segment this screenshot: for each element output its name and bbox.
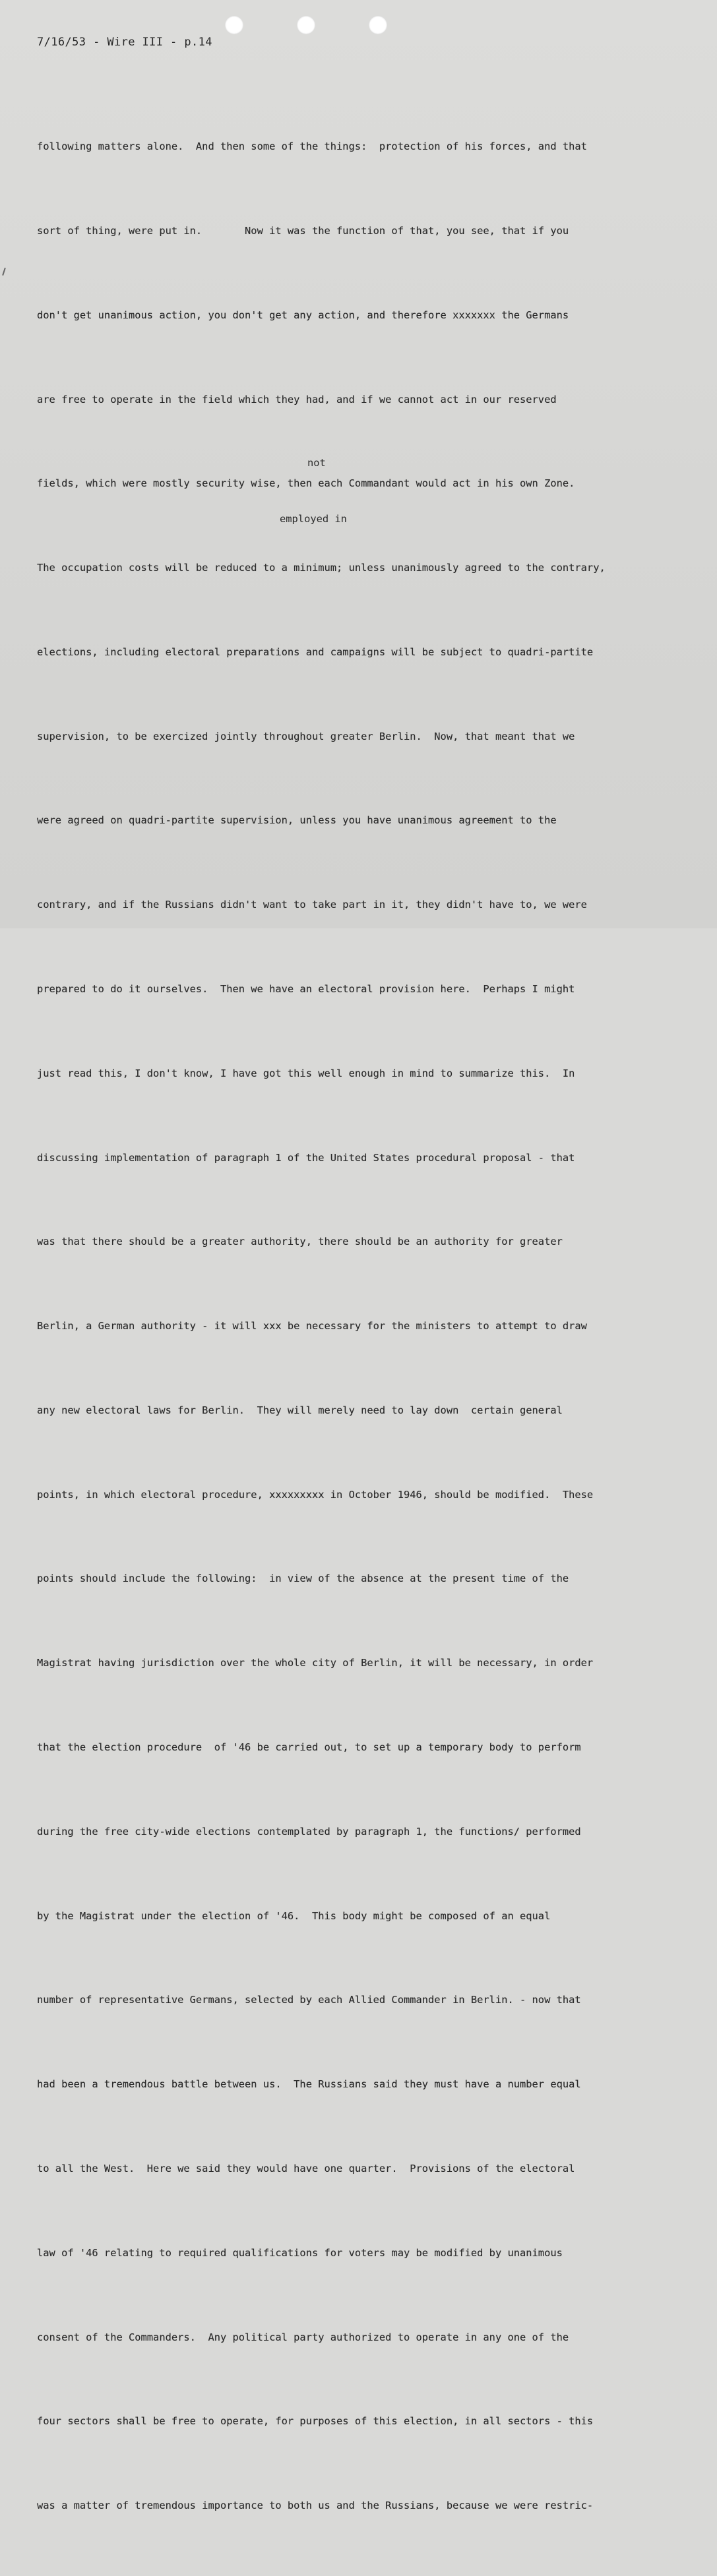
text-line: had been a tremendous battle between us. The Russians said they must have a number equal (37, 2078, 581, 2091)
text-line: Magistrat having jurisdiction over the whole city of Berlin, it will be necessary, in order (37, 1657, 594, 1669)
punch-hole-left (225, 16, 243, 34)
text-line: four sectors shall be free to operate, for purposes of this election, in all sectors - this (37, 2415, 594, 2428)
margin-mark (2, 268, 6, 276)
text-line: Berlin, a German authority - it will xxx be necessary for the ministers to attempt to draw (37, 1320, 587, 1333)
interlinear-insertion-not: not (307, 457, 326, 469)
text-line: fields, which were mostly security wise, then each Commandant would act in his own Zone. (37, 477, 575, 490)
text-line: points, in which electoral procedure, xxxxxxxxx in October 1946, should be modified. These (37, 1488, 594, 1501)
text-line: are free to operate in the field which they had, and if we cannot act in our reserved (37, 393, 557, 405)
text-line: were agreed on quadri-partite supervision, unless you have unanimous agreement to the (37, 814, 557, 827)
text-line: law of '46 relating to required qualifications for voters may be modified by unanimous (37, 2246, 563, 2259)
text-line: points should include the following: in view of the absence at the present time of the (37, 1573, 569, 1585)
text-line: The occupation costs will be reduced to a minimum; unless unanimously agreed to the contrary, (37, 562, 606, 574)
text-line: during the free city-wide elections contemplated by paragraph 1, the functions/ performed (37, 1825, 581, 1838)
text-line: elections, including electoral preparations and campaigns will be subject to quadri-partite (37, 645, 594, 658)
text-line: sort of thing, were put in. Now it was the function of that, you see, that if you (37, 224, 569, 237)
text-line: was that there should be a greater authority, there should be an authority for greater (37, 1236, 563, 1248)
interlinear-insertion-employed-in: employed in (280, 513, 347, 525)
punch-hole-right (369, 16, 387, 34)
text-line: prepared to do it ourselves. Then we have an electoral provision here. Perhaps I might (37, 983, 575, 995)
text-line: that the election procedure of '46 be carried out, to set up a temporary body to perform (37, 1741, 581, 1754)
text-line: consent of the Commanders. Any political party authorized to operate in any one of the (37, 2331, 569, 2343)
text-line: don't get unanimous action, you don't get any action, and therefore xxxxxxx the Germans (37, 309, 569, 321)
body-text (37, 76, 690, 2576)
page-header: 7/16/53 - Wire III - p.14 (37, 36, 212, 49)
text-line: following matters alone. And then some of the things: protection of his forces, and that (37, 140, 587, 153)
text-line: contrary, and if the Russians didn't want to take part in it, they didn't have to, we were (37, 899, 587, 911)
text-line: was a matter of tremendous importance to both us and the Russians, because we were restric- (37, 2500, 594, 2512)
text-line: number of representative Germans, selected by each Allied Commander in Berlin. - now that (37, 1994, 581, 2006)
text-line: by the Magistrat under the election of '46. This body might be composed of an equal (37, 1909, 551, 1922)
text-line: supervision, to be exercized jointly throughout greater Berlin. Now, that meant that we (37, 730, 575, 742)
text-line: any new electoral laws for Berlin. They will merely need to lay down certain general (37, 1404, 563, 1416)
punch-hole-middle (297, 16, 315, 34)
text-line: to all the West. Here we said they would have one quarter. Provisions of the electoral (37, 2162, 575, 2174)
text-line: discussing implementation of paragraph 1 of the United States procedural proposal - that (37, 1151, 575, 1164)
text-line: just read this, I don't know, I have got this well enough in mind to summarize this. In (37, 1067, 575, 1079)
